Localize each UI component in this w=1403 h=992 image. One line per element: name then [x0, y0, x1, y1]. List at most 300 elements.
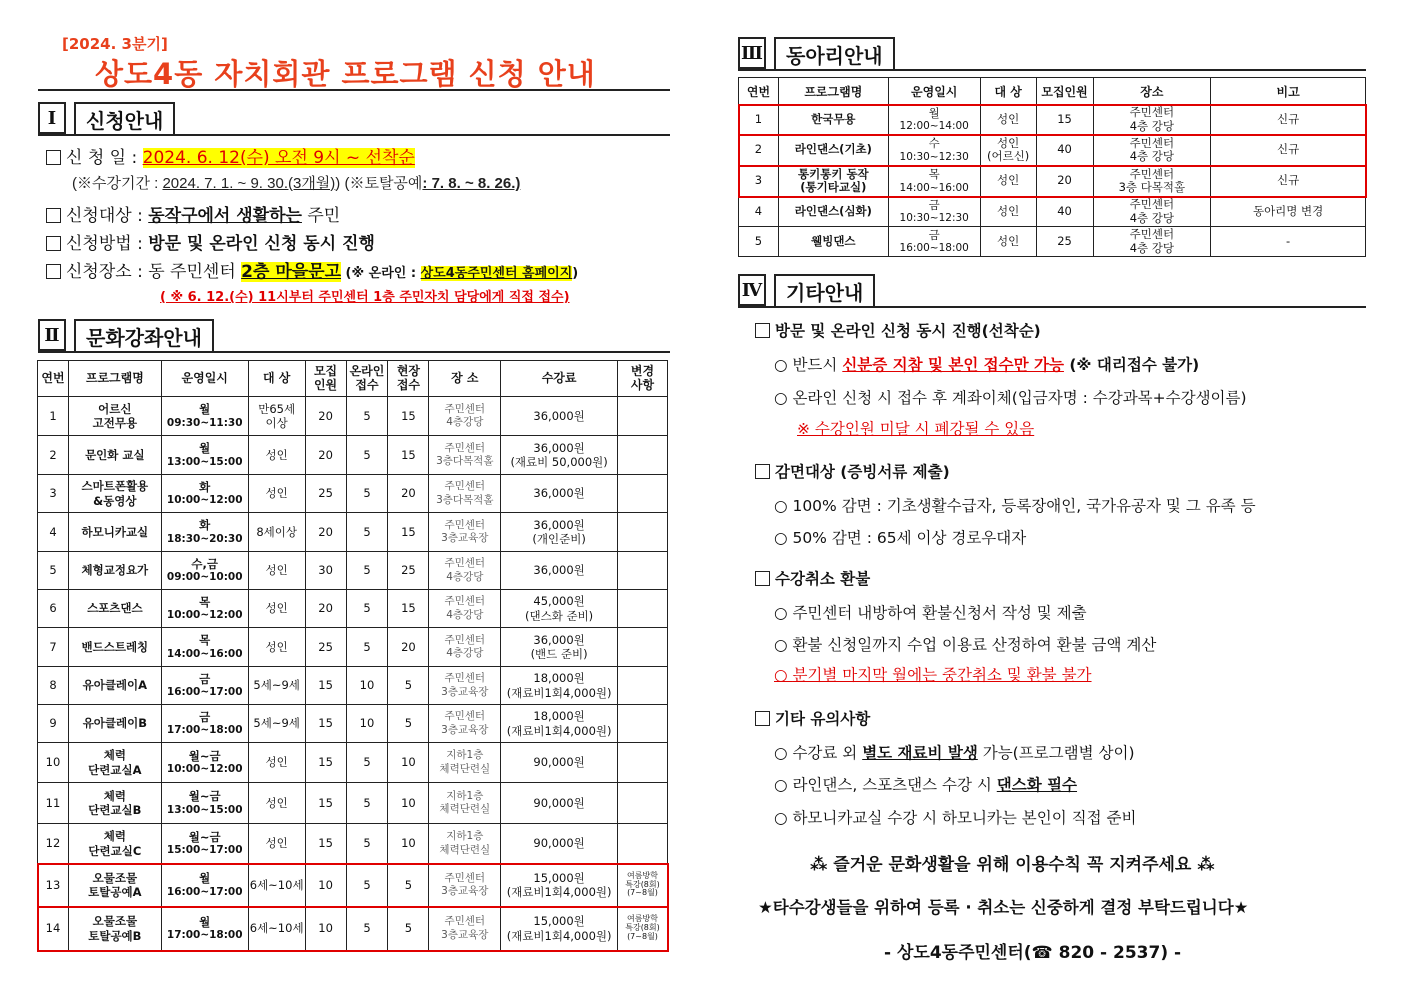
- column-header: 수강료: [501, 361, 618, 397]
- cell-place: 주민센터 4층 강당: [1093, 227, 1211, 257]
- cell-target: 성인: [980, 227, 1036, 257]
- cell-note: [618, 824, 668, 864]
- section-2-header: [38, 318, 670, 352]
- schedule-time: 13:00~15:00: [166, 803, 243, 816]
- table-row: [38, 436, 668, 475]
- cell-place: 지하1층 체력단련실: [429, 824, 501, 864]
- schedule-day: 목: [928, 167, 940, 182]
- column-header: 현장 접수: [388, 361, 429, 397]
- schedule-day: 월: [199, 871, 211, 886]
- cell-no: 3: [739, 166, 779, 197]
- cell-note: [618, 705, 668, 743]
- schedule-day: 금: [928, 197, 940, 212]
- club-table: [738, 77, 1366, 257]
- cell-online: 5: [346, 590, 388, 628]
- cell-target: 만65세 이상: [248, 397, 305, 436]
- cell-online: 5: [346, 864, 388, 907]
- bullet-text: 하모니카교실 수강 시 하모니카는 본인이 직접 준비: [792, 809, 1137, 827]
- apply-place-homepage: 상도4동주민센터 홈페이지: [420, 266, 573, 281]
- cell-name: 오물조물 토탈공예B: [68, 907, 161, 951]
- cell-name: 오물조물 토탈공예A: [68, 864, 161, 907]
- cell-fee: 15,000원 (재료비1회4,000원): [501, 907, 618, 951]
- cell-target: 8세이상: [248, 513, 305, 552]
- schedule-day: 월: [199, 441, 211, 456]
- cell-no: 13: [38, 864, 69, 907]
- schedule-time: 16:00~18:00: [899, 242, 969, 255]
- cell-note: [618, 743, 668, 783]
- cell-no: 12: [38, 824, 69, 864]
- cell-cap: 15: [305, 667, 346, 705]
- cell-target: 성인: [980, 166, 1036, 197]
- cell-place: 주민센터 3층교육장: [429, 705, 501, 743]
- cell-site: 15: [388, 397, 429, 436]
- cell-place: 주민센터 3층 다목적홀: [1093, 166, 1211, 197]
- cell-note: [618, 475, 668, 513]
- cell-no: 5: [38, 552, 69, 590]
- cell-note: [618, 436, 668, 475]
- bullet-text: 반드시: [792, 356, 843, 374]
- cell-site: 10: [388, 783, 429, 824]
- schedule-time: 10:00~12:00: [166, 609, 243, 622]
- cell-site: 25: [388, 552, 429, 590]
- schedule-time: 17:00~18:00: [166, 724, 243, 737]
- cell-online: 5: [346, 513, 388, 552]
- cell-fee: 36,000원 (밴드 준비): [501, 628, 618, 667]
- guide-2-bullet-2: ○ 50% 감면 : 65세 이상 경로우대자: [774, 529, 1027, 547]
- schedule-day: 수: [928, 136, 940, 151]
- guide-1-bullet-1: ○ 반드시 신분증 지참 및 본인 접수만 가능 (※ 대리접수 불가): [774, 356, 1200, 374]
- cell-online: 10: [346, 705, 388, 743]
- cell-note: [618, 783, 668, 824]
- cell-place: 주민센터 4층 강당: [1093, 197, 1211, 227]
- column-header: 대 상: [980, 78, 1036, 105]
- cell-schedule: [161, 705, 248, 743]
- cell-site: 5: [388, 864, 429, 907]
- bullet-text: 환불 신청일까지 수업 이용료 산정하여 환불 금액 계산: [792, 636, 1157, 654]
- section-number: Ⅰ: [38, 102, 66, 134]
- cell-cap: 15: [1036, 105, 1093, 135]
- schedule-time: 17:00~18:00: [166, 929, 243, 942]
- checkbox-icon: [755, 464, 770, 479]
- cell-cap: 25: [305, 475, 346, 513]
- guide-4-bullet-2: ○ 라인댄스, 스포츠댄스 수강 시 댄스화 필수: [774, 776, 1078, 794]
- schedule-time: 10:00~12:00: [166, 763, 243, 776]
- schedule-time: 14:00~16:00: [166, 647, 243, 660]
- cell-schedule: [888, 166, 980, 197]
- cell-note: [618, 628, 668, 667]
- column-header: 변경 사항: [618, 361, 668, 397]
- cell-no: 4: [38, 513, 69, 552]
- apply-place-a: 동 주민센터: [142, 262, 242, 282]
- cell-schedule: [161, 475, 248, 513]
- cell-online: 5: [346, 397, 388, 436]
- cell-fee: 90,000원: [501, 824, 618, 864]
- schedule-time: 13:00~15:00: [166, 455, 243, 468]
- cell-place: 주민센터 3층교육장: [429, 513, 501, 552]
- column-header: 모집인원: [1036, 78, 1093, 105]
- cell-place: 주민센터 3층교육장: [429, 667, 501, 705]
- table-row: [739, 135, 1366, 166]
- cell-schedule: [161, 667, 248, 705]
- bullet-text: 50% 감면 : 65세 이상 경로우대자: [792, 529, 1027, 547]
- guide-group-3-title: [755, 567, 870, 589]
- schedule-time: 10:30~12:30: [899, 212, 969, 225]
- apply-target-label: 신청대상 :: [66, 206, 143, 226]
- table-row: [38, 743, 668, 783]
- cell-place: 주민센터 3층다목적홀: [429, 436, 501, 475]
- cell-name: 문인화 교실: [68, 436, 161, 475]
- section-rule: [738, 306, 1366, 308]
- apply-place-online-label: (※ 온라인 :: [341, 266, 421, 281]
- table-row: [38, 397, 668, 436]
- cell-site: 20: [388, 628, 429, 667]
- cell-site: 10: [388, 743, 429, 783]
- cell-name: 하모니카교실: [68, 513, 161, 552]
- cell-cap: 20: [305, 397, 346, 436]
- guide-2-bullet-1: ○ 100% 감면 : 기초생활수급자, 등록장애인, 국가유공자 및 그 유족 등: [774, 497, 1256, 515]
- column-header: 장 소: [429, 361, 501, 397]
- schedule-day: 월~금: [188, 748, 221, 763]
- period-value: 2024. 7. 1. ~ 9. 30.(3개월): [162, 175, 336, 192]
- guide-4-bullet-1: ○ 수강료 외 별도 재료비 발생 가능(프로그램별 상이): [774, 744, 1135, 762]
- cell-note: 신규: [1211, 166, 1366, 197]
- bullet-text: 100% 감면 : 기초생활수급자, 등록장애인, 국가유공자 및 그 유족 등: [792, 497, 1256, 515]
- cell-note: [618, 590, 668, 628]
- cell-name: 체력 단련교실C: [68, 824, 161, 864]
- bullet-text: (※ 대리접수 불가): [1063, 356, 1200, 374]
- cell-target: 5세~9세: [248, 705, 305, 743]
- schedule-time: 16:00~17:00: [166, 686, 243, 699]
- cell-no: 14: [38, 907, 69, 951]
- checkbox-icon: [755, 323, 770, 338]
- apply-date-row: [46, 143, 415, 168]
- schedule-time: 10:30~12:30: [899, 150, 969, 163]
- cell-note: 동아리명 변경: [1211, 197, 1366, 227]
- period-prefix: (※수강기간 :: [72, 175, 163, 192]
- cell-schedule: [161, 436, 248, 475]
- table-row: [739, 197, 1366, 227]
- bullet-text: 수강료 외: [792, 744, 863, 762]
- schedule-day: 월: [199, 914, 211, 929]
- cell-cap: 15: [305, 783, 346, 824]
- cell-schedule: [161, 397, 248, 436]
- cell-schedule: [161, 907, 248, 951]
- period-craft-label: ) (※토탈공예: [335, 175, 423, 192]
- quarter-label: [2024. 3분기]: [62, 35, 168, 53]
- schedule-day: 월: [199, 402, 211, 417]
- cell-no: 2: [739, 135, 779, 166]
- cell-note: 여름방학 특강(8회) (7~8월): [618, 864, 668, 907]
- section-3-header: [738, 36, 1366, 70]
- guide-4-bullet-3: ○ 하모니카교실 수강 시 하모니카는 본인이 직접 준비: [774, 809, 1137, 827]
- cell-schedule: [888, 227, 980, 257]
- schedule-day: 금: [199, 709, 211, 724]
- table-row: [739, 105, 1366, 135]
- cell-name: 라인댄스(기초): [778, 135, 888, 166]
- cell-cap: 20: [305, 513, 346, 552]
- cell-site: 5: [388, 667, 429, 705]
- cell-name: 스포츠댄스: [68, 590, 161, 628]
- cell-note: 신규: [1211, 105, 1366, 135]
- apply-date-value: 2024. 6. 12(수) 오전 9시 ~ 선착순: [142, 148, 415, 168]
- direct-apply-notice: ( ※ 6. 12.(수) 11시부터 주민센터 1층 주민자치 담당에게 직접 접수): [160, 290, 570, 305]
- cell-place: 주민센터 4층강당: [429, 552, 501, 590]
- cell-target: 성인: [248, 552, 305, 590]
- cell-name: 체력 단련교실B: [68, 783, 161, 824]
- section-title: 동아리안내: [774, 37, 895, 69]
- cell-schedule: [161, 783, 248, 824]
- section-title: 신청안내: [74, 102, 175, 134]
- section-number: Ⅱ: [38, 319, 66, 351]
- section-title: 문화강좌안내: [74, 319, 214, 351]
- guide-3-bullet-2: ○ 환불 신청일까지 수업 이용료 산정하여 환불 금액 계산: [774, 636, 1157, 654]
- schedule-day: 금: [928, 227, 940, 242]
- cell-fee: 90,000원: [501, 743, 618, 783]
- table-row: [38, 590, 668, 628]
- page-title: 상도4동 자치회관 프로그램 신청 안내: [95, 57, 596, 91]
- cell-fee: 36,000원 (개인준비): [501, 513, 618, 552]
- guide-3-bullet-3: ○ 분기별 마지막 월에는 중간취소 및 환불 불가: [774, 666, 1092, 684]
- column-header: 연번: [739, 78, 779, 105]
- cell-no: 7: [38, 628, 69, 667]
- cell-schedule: [161, 743, 248, 783]
- cell-fee: 36,000원: [501, 397, 618, 436]
- cell-target: 6세~10세: [248, 864, 305, 907]
- table-row: [38, 513, 668, 552]
- cell-place: 주민센터 4층 강당: [1093, 135, 1211, 166]
- column-header: 비고: [1211, 78, 1366, 105]
- closing-message-1: ⁂ 즐거운 문화생활을 위해 이용수칙 꼭 지켜주세요 ⁂: [810, 855, 1215, 875]
- bullet-emphasis: 댄스화 필수: [996, 776, 1078, 794]
- cell-no: 9: [38, 705, 69, 743]
- cell-no: 3: [38, 475, 69, 513]
- cell-site: 20: [388, 475, 429, 513]
- cell-no: 5: [739, 227, 779, 257]
- schedule-time: 09:00~10:00: [166, 571, 243, 584]
- cell-schedule: [161, 628, 248, 667]
- section-rule: [738, 69, 1366, 71]
- section-number: Ⅲ: [738, 37, 766, 69]
- apply-method-label: 신청방법 :: [66, 234, 143, 254]
- table-row: [739, 166, 1366, 197]
- column-header: 온라인 접수: [346, 361, 388, 397]
- cell-name: 체형교정요가: [68, 552, 161, 590]
- cell-online: 5: [346, 907, 388, 951]
- apply-date-label: 신 청 일 :: [66, 148, 138, 168]
- cell-site: 15: [388, 513, 429, 552]
- schedule-day: 화: [199, 479, 211, 494]
- section-title: 기타안내: [774, 274, 875, 306]
- cell-fee: 15,000원 (재료비1회4,000원): [501, 864, 618, 907]
- apply-method-value: 방문 및 온라인 신청 동시 진행: [148, 234, 375, 254]
- guide-1-warning: ※ 수강인원 미달 시 폐강될 수 있음: [797, 420, 1035, 438]
- culture-class-table: [37, 360, 668, 951]
- cell-note: [618, 513, 668, 552]
- cell-place: 주민센터 3층교육장: [429, 864, 501, 907]
- contact-info: - 상도4동주민센터(☎ 820 - 2537) -: [884, 943, 1182, 963]
- cell-note: [618, 667, 668, 705]
- cell-target: 성인: [248, 783, 305, 824]
- cell-target: 성인: [248, 628, 305, 667]
- schedule-time: 18:30~20:30: [166, 532, 243, 545]
- column-header: 프로그램명: [778, 78, 888, 105]
- cell-cap: 25: [305, 628, 346, 667]
- cell-name: 스마트폰활용 &동영상: [68, 475, 161, 513]
- cell-cap: 10: [305, 907, 346, 951]
- schedule-day: 월~금: [188, 829, 221, 844]
- cell-online: 5: [346, 552, 388, 590]
- apply-method-row: [46, 229, 375, 254]
- cell-cap: 15: [305, 743, 346, 783]
- cell-note: 신규: [1211, 135, 1366, 166]
- bullet-emphasis: 신분증 지참 및 본인 접수만 가능: [842, 356, 1064, 374]
- column-header: 연번: [38, 361, 69, 397]
- schedule-time: 16:00~17:00: [166, 885, 243, 898]
- column-header: 운영일시: [161, 361, 248, 397]
- table-header-row: [739, 78, 1366, 105]
- schedule-time: 15:00~17:00: [166, 844, 243, 857]
- cell-cap: 25: [1036, 227, 1093, 257]
- cell-note: -: [1211, 227, 1366, 257]
- schedule-day: 목: [199, 633, 211, 648]
- cell-site: 5: [388, 705, 429, 743]
- table-row: [38, 667, 668, 705]
- cell-online: 5: [346, 743, 388, 783]
- cell-name: 어르신 고전무용: [68, 397, 161, 436]
- cell-schedule: [161, 590, 248, 628]
- table-row: [38, 824, 668, 864]
- cell-name: 한국무용: [778, 105, 888, 135]
- bullet-emphasis: 별도 재료비 발생: [862, 744, 978, 762]
- cell-schedule: [888, 105, 980, 135]
- guide-title-text: 기타 유의사항: [775, 710, 871, 728]
- table-row: [38, 864, 668, 907]
- period-craft-value: : 7. 8. ~ 8. 26.): [422, 175, 521, 192]
- cell-note: 여름방학 특강(8회) (7~8월): [618, 907, 668, 951]
- cell-no: 11: [38, 783, 69, 824]
- apply-place-row: [46, 257, 578, 282]
- column-header: 대 상: [248, 361, 305, 397]
- cell-schedule: [888, 197, 980, 227]
- checkbox-icon: [46, 264, 61, 279]
- bullet-text: 분기별 마지막 월에는 중간취소 및 환불 불가: [792, 666, 1092, 684]
- guide-3-bullet-1: ○ 주민센터 내방하여 환불신청서 작성 및 제출: [774, 604, 1087, 622]
- apply-place-close: ): [572, 266, 579, 281]
- closing-message-2: ★타수강생들을 위하여 등록 · 취소는 신중하게 결정 부탁드립니다★: [758, 898, 1249, 917]
- cell-site: 10: [388, 824, 429, 864]
- cell-cap: 40: [1036, 197, 1093, 227]
- cell-schedule: [161, 552, 248, 590]
- cell-place: 주민센터 3층교육장: [429, 907, 501, 951]
- guide-group-1-title: [755, 319, 1041, 341]
- cell-no: 2: [38, 436, 69, 475]
- cell-name: 밴드스트레칭: [68, 628, 161, 667]
- cell-cap: 15: [305, 705, 346, 743]
- guide-group-2-title: [755, 460, 950, 482]
- table-row: [739, 227, 1366, 257]
- schedule-day: 목: [199, 594, 211, 609]
- cell-schedule: [161, 513, 248, 552]
- cell-cap: 15: [305, 824, 346, 864]
- cell-fee: 18,000원 (재료비1회4,000원): [501, 705, 618, 743]
- schedule-day: 월~금: [188, 789, 221, 804]
- cell-cap: 40: [1036, 135, 1093, 166]
- cell-note: [618, 552, 668, 590]
- bullet-text: 가능(프로그램별 상이): [977, 744, 1135, 762]
- cell-place: 주민센터 3층다목적홀: [429, 475, 501, 513]
- guide-1-bullet-2: ○ 온라인 신청 시 접수 후 계좌이체(입금자명 : 수강과목+수강생이름): [774, 389, 1247, 407]
- cell-online: 5: [346, 436, 388, 475]
- schedule-time: 10:00~12:00: [166, 494, 243, 507]
- checkbox-icon: [755, 711, 770, 726]
- table-row: [38, 475, 668, 513]
- cell-target: 5세~9세: [248, 667, 305, 705]
- cell-name: 통키통키 동작 (통기타교실): [778, 166, 888, 197]
- cell-name: 라인댄스(심화): [778, 197, 888, 227]
- schedule-day: 월: [928, 105, 940, 120]
- cell-online: 10: [346, 667, 388, 705]
- cell-place: 주민센터 4층강당: [429, 590, 501, 628]
- section-rule: [38, 134, 670, 136]
- table-row: [38, 907, 668, 951]
- cell-no: 8: [38, 667, 69, 705]
- cell-place: 주민센터 4층강당: [429, 628, 501, 667]
- guide-title-text: 감면대상 (증빙서류 제출): [775, 463, 950, 481]
- cell-place: 지하1층 체력단련실: [429, 783, 501, 824]
- cell-target: 성인: [248, 436, 305, 475]
- cell-place: 주민센터 4층 강당: [1093, 105, 1211, 135]
- column-header: 장소: [1093, 78, 1211, 105]
- title-divider: [38, 89, 670, 91]
- cell-target: 성인: [248, 743, 305, 783]
- cell-target: 성인: [980, 105, 1036, 135]
- cell-site: 15: [388, 436, 429, 475]
- cell-target: 성인: [248, 475, 305, 513]
- table-row: [38, 628, 668, 667]
- cell-cap: 20: [305, 590, 346, 628]
- checkbox-icon: [46, 236, 61, 251]
- section-4-header: [738, 273, 1366, 307]
- cell-note: [618, 397, 668, 436]
- apply-place-library: 2층 마을문고: [241, 262, 342, 282]
- column-header: 프로그램명: [68, 361, 161, 397]
- apply-target-row: [46, 201, 340, 226]
- checkbox-icon: [46, 150, 61, 165]
- apply-target-rest: 주민: [301, 206, 341, 226]
- cell-target: 성인: [248, 824, 305, 864]
- cell-no: 10: [38, 743, 69, 783]
- schedule-day: 화: [199, 518, 211, 533]
- cell-online: 5: [346, 824, 388, 864]
- section-rule: [38, 351, 670, 353]
- cell-name: 유아클레이A: [68, 667, 161, 705]
- cell-fee: 36,000원 (재료비 50,000원): [501, 436, 618, 475]
- cell-schedule: [161, 824, 248, 864]
- cell-no: 6: [38, 590, 69, 628]
- column-header: 모집 인원: [305, 361, 346, 397]
- table-header-row: [38, 361, 668, 397]
- apply-target-value: 동작구에서 생활하는: [148, 206, 302, 226]
- cell-site: 15: [388, 590, 429, 628]
- cell-place: 주민센터 4층강당: [429, 397, 501, 436]
- table-row: [38, 552, 668, 590]
- section-1-header: [38, 101, 670, 135]
- cell-online: 5: [346, 475, 388, 513]
- cell-online: 5: [346, 783, 388, 824]
- cell-no: 1: [739, 105, 779, 135]
- cell-place: 지하1층 체력단련실: [429, 743, 501, 783]
- schedule-day: 수,금: [191, 556, 219, 571]
